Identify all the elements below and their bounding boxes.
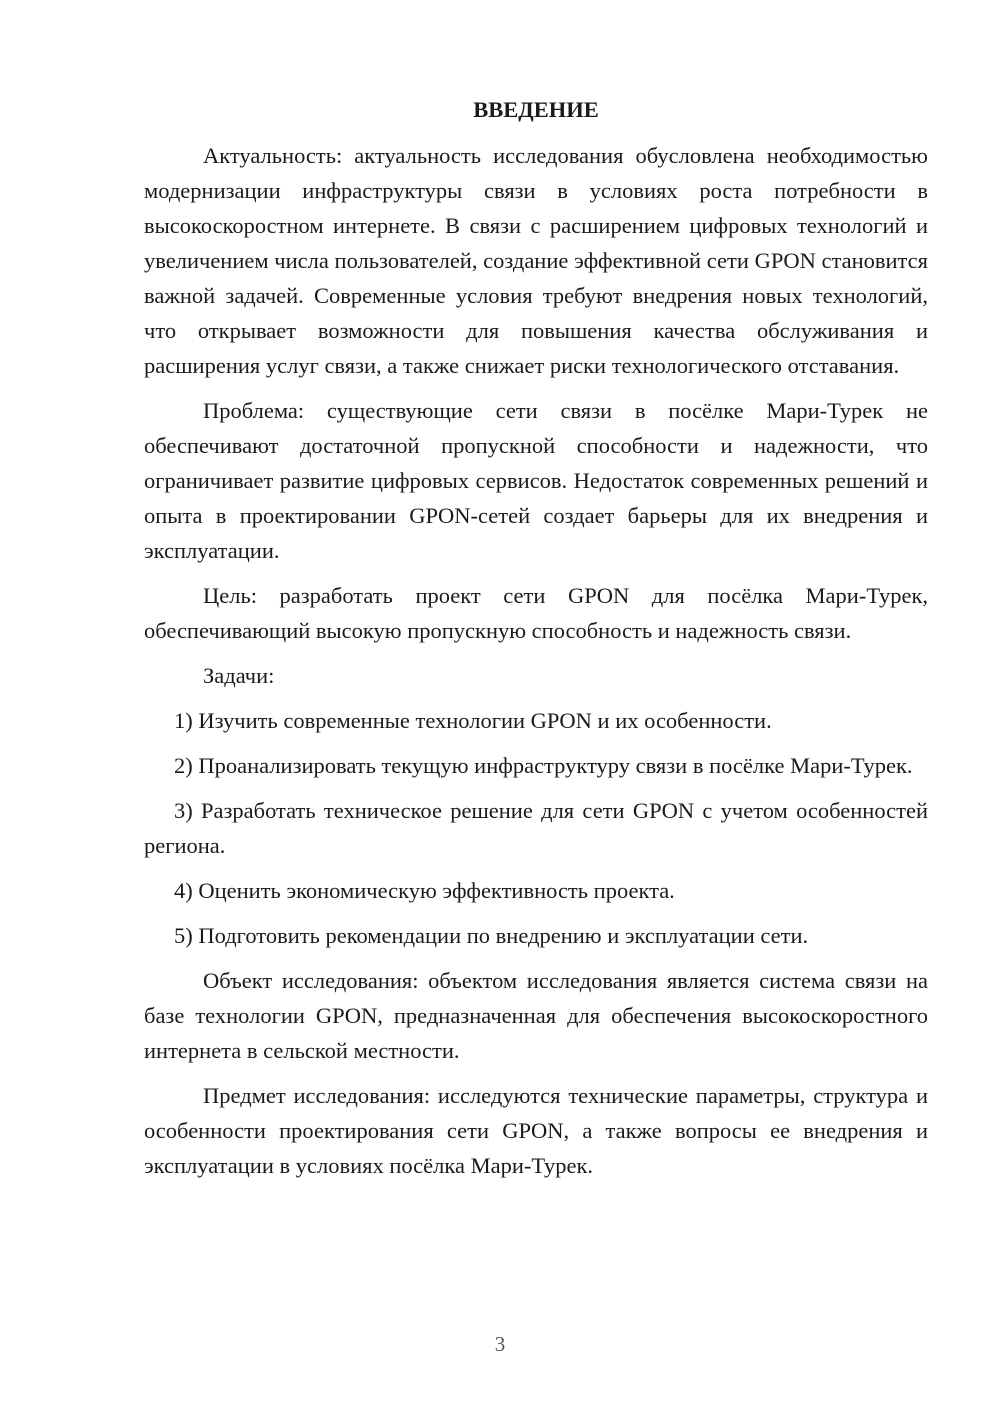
document-page bbox=[144, 92, 928, 1193]
task-item: 5) Подготовить рекомендации по внедрению и эксплуатации сети. bbox=[174, 923, 809, 948]
task-item: 4) Оценить экономическую эффективность проекта. bbox=[174, 878, 675, 903]
paragraph-relevance: Актуальность: актуальность исследования обусловлена необходимостью модернизации инфраструктуры связи в условиях роста потребности в высокоскоростном интернете. В связи с расширением цифровых технологий и увеличением числа пользователей, создание эффективной сети GPON становится важной задачей. Современные условия требуют внедрения новых технологий, что открывает возможности для повышения качества обслуживания и расширения услуг связи, а также снижает риски технологического отставания. bbox=[144, 143, 928, 378]
tasks-label: Задачи: bbox=[203, 663, 275, 688]
task-item: 2) Проанализировать текущую инфраструктуру связи в посёлке Мари-Турек. bbox=[174, 753, 913, 778]
section-heading: ВВЕДЕНИЕ bbox=[473, 97, 599, 122]
paragraph-problem: Проблема: существующие сети связи в посёлке Мари-Турек не обеспечивают достаточной пропускной способности и надежности, что ограничивает развитие цифровых сервисов. Недостаток современных решений и опыта в проектировании GPON-сетей создает барьеры для их внедрения и эксплуатации. bbox=[144, 398, 928, 563]
task-item: 1) Изучить современные технологии GPON и их особенности. bbox=[174, 708, 772, 733]
task-item: 3) Разработать техническое решение для сети GPON с учетом особенностей региона. bbox=[144, 798, 928, 858]
page-number: 3 bbox=[494, 1332, 506, 1356]
paragraph-object: Объект исследования: объектом исследования является система связи на базе технологии GPON, предназначенная для обеспечения высокоскоростного интернета в сельской местности. bbox=[144, 968, 928, 1063]
paragraph-goal: Цель: разработать проект сети GPON для посёлка Мари-Турек, обеспечивающий высокую пропускную способность и надежность связи. bbox=[144, 583, 928, 643]
paragraph-subject: Предмет исследования: исследуются технические параметры, структура и особенности проектирования сети GPON, а также вопросы ее внедрения и эксплуатации в условиях посёлка Мари-Турек. bbox=[144, 1083, 928, 1178]
